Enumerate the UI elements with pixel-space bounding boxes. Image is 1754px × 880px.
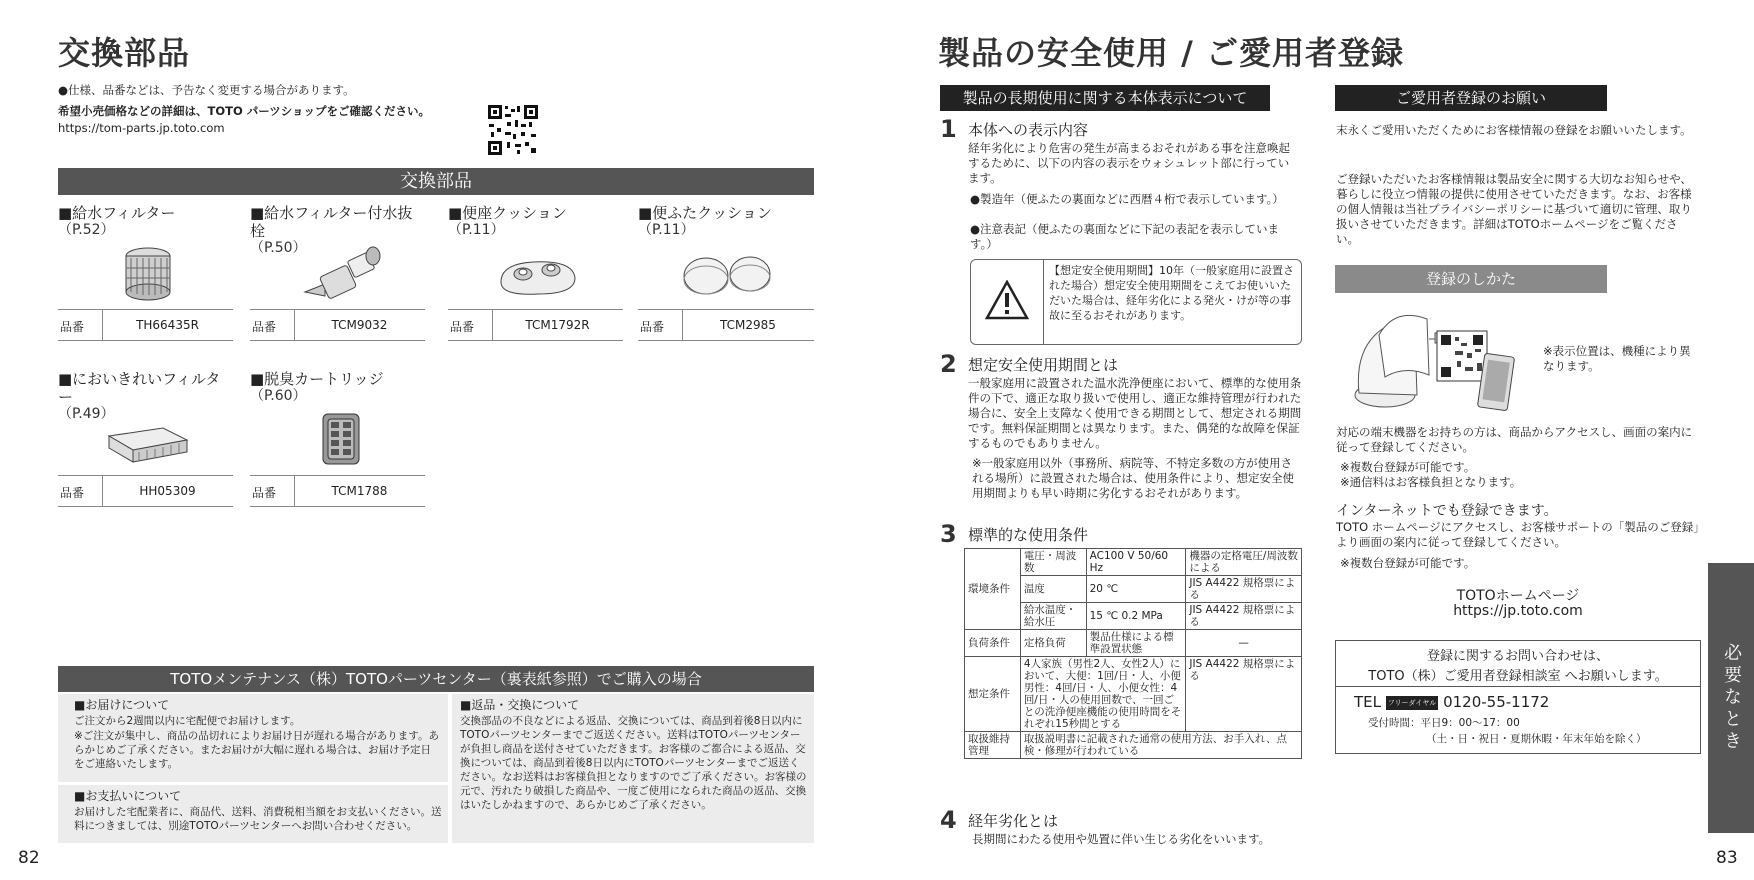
registration-text-2: ご登録いただいたお客様情報は製品安全に関する大切なお知らせや、暮らしに役立つ情報の提供に使用させていただきます。なお、お客様の個人情報は当社プライバシーポリシーに基づいて適切に管理、取り扱いさせていただきます。詳細はTOTOホームページをご覧ください。	[1336, 172, 1692, 246]
table-cell: AC100 V 50/60 Hz	[1086, 549, 1186, 576]
business-hours: 受付時間：平日9：00～17：00	[1368, 717, 1520, 729]
part-number: TCM9032	[331, 318, 388, 332]
part-page-ref[interactable]: （P.50）	[250, 240, 307, 256]
step-4-number: 4	[940, 806, 957, 834]
part-card	[638, 204, 814, 334]
table-cell: 電圧・周波数	[1020, 549, 1086, 576]
long-use-header	[940, 85, 1270, 111]
odor-filter-icon	[103, 410, 193, 468]
table-cell: 製品仕様による標準設置状態	[1086, 630, 1186, 657]
table-cell: JIS A4422 規格票による	[1186, 603, 1302, 630]
part-card	[58, 370, 233, 500]
part-number: TCM1792R	[525, 318, 590, 332]
seat-cushion-icon	[493, 244, 583, 302]
internet-note: ※複数台登録が可能です。	[1340, 556, 1476, 570]
tel-number[interactable]: 0120-55-1172	[1443, 693, 1550, 711]
step-1-number: 1	[940, 115, 957, 143]
drain-plug-filter-icon	[295, 244, 385, 302]
warning-text: 【想定安全使用期間】10年（一般家庭用に設置された場合）想定安全使用期間をこえてお使いいただいた場合は、経年劣化による発火・けが等の事故に至るおそれがあります。	[1049, 264, 1294, 322]
part-number-label: 品番	[640, 320, 665, 334]
table-cell: 定格負荷	[1020, 630, 1086, 657]
part-number-row	[250, 475, 425, 507]
part-card	[250, 370, 425, 500]
payment-box	[58, 785, 448, 843]
maintenance-header-label: TOTOメンテナンス（株）TOTOパーツセンター（裏表紙参照）でご購入の場合	[170, 670, 702, 688]
warning-label-box	[970, 259, 1302, 345]
side-tab-label: 必要なとき	[1721, 643, 1742, 753]
side-tab[interactable]	[1708, 563, 1754, 833]
how-to-register-header	[1335, 265, 1607, 293]
right-page-title: 製品の安全使用 / ご愛用者登録	[938, 34, 1404, 72]
part-name: ■便座クッション	[448, 204, 567, 222]
internet-text: TOTO ホームページにアクセスし、お客様サポートの「製品のご登録」より画面の案内に従って登録してください。	[1336, 520, 1699, 549]
homepage-url[interactable]: https://jp.toto.com	[1453, 603, 1583, 619]
step-4-title: 経年劣化とは	[968, 812, 1059, 830]
part-number-row	[448, 309, 623, 341]
inquiry-line-1: 登録に関するお問い合わせは、	[1426, 649, 1609, 664]
registration-text-1: 末永くご愛用いただくためにお客様情報の登録をお願いいたします。	[1336, 123, 1692, 137]
delivery-text: ご注文から2週間以内に宅配便でお届けします。	[74, 715, 301, 727]
part-number-label: 品番	[60, 320, 85, 334]
how-to-register-label: 登録のしかた	[1425, 270, 1516, 288]
part-number-label: 品番	[252, 320, 277, 334]
right-page-number: 83	[1716, 848, 1738, 868]
fee-note: ※通信料はお客様負担となります。	[1340, 475, 1522, 489]
delivery-title: ■お届けについて	[74, 698, 170, 712]
part-name: ■給水フィルター	[58, 204, 176, 222]
part-name: ■においきれいフィルター	[58, 370, 221, 406]
part-number-row	[638, 309, 814, 341]
deodorizing-cartridge-icon	[295, 410, 385, 468]
part-card	[448, 204, 623, 334]
step-1-bullet-2: ●注意表記（便ふたの裏面などに下記の表記を表示しています。）	[970, 222, 1280, 251]
part-name: ■便ふたクッション	[638, 204, 772, 222]
phone-line	[1354, 693, 1549, 711]
step-3-title: 標準的な使用条件	[968, 526, 1089, 544]
part-page-ref[interactable]: （P.52）	[58, 222, 115, 238]
registration-header-label: ご愛用者登録のお願い	[1395, 89, 1546, 107]
part-page-ref[interactable]: （P.11）	[638, 222, 695, 238]
spec-change-note: ●仕様、品番などは、予告なく変更する場合があります。	[58, 83, 355, 97]
step-2-number: 2	[940, 350, 957, 378]
step-1-bullet-1: ●製造年（便ふたの裏面などに西暦４桁で表示しています。）	[970, 192, 1284, 206]
part-number-label: 品番	[450, 320, 475, 334]
display-position-note: ※表示位置は、機種により異なります。	[1543, 344, 1691, 373]
table-cell: 給水温度・給水圧	[1020, 603, 1086, 630]
step-3-number: 3	[940, 520, 957, 548]
step-1-text: 経年劣化により危害の発生が高まるおそれがある事を注意喚起するために、以下の内容の表示をウォシュレット部に行っています。	[968, 141, 1290, 185]
part-number: TH66435R	[136, 318, 199, 332]
maintenance-header	[58, 666, 814, 692]
return-title: ■返品・交換について	[460, 698, 580, 712]
part-card	[58, 204, 233, 334]
homepage-label: TOTOホームページ	[1456, 588, 1580, 604]
part-number-label: 品番	[252, 486, 277, 500]
table-cell: 4人家族（男性2人、女性2人）において、大便：1回/日・人、小便男性：4回/日・人、小便女性：4回/日・人の使用回数で、一回ごとの洗浄便座機能の使用時間をそれぞれ15秒間とする	[1020, 657, 1186, 732]
table-cell: 15 ℃ 0.2 MPa	[1086, 603, 1186, 630]
table-cell: 取扱説明書に記載された通常の使用方法、お手入れ、点検・修理が行われている	[1020, 732, 1301, 759]
part-page-ref[interactable]: （P.49）	[58, 406, 115, 422]
internet-title: インターネットでも登録できます。	[1336, 503, 1558, 519]
parts-header	[58, 168, 814, 195]
part-number-row	[58, 309, 233, 341]
env-condition-label: 環境条件	[965, 549, 1021, 630]
assumed-condition-label: 想定条件	[965, 657, 1021, 732]
part-number: TCM1788	[331, 484, 388, 498]
parts-header-label: 交換部品	[400, 171, 472, 192]
left-page-number: 82	[18, 848, 40, 868]
part-number-row	[250, 309, 425, 341]
load-condition-label: 負荷条件	[965, 630, 1021, 657]
left-page-title: 交換部品	[58, 34, 191, 72]
handling-condition-label: 取扱維持管理	[965, 732, 1021, 759]
part-name: ■給水フィルター付水抜栓	[250, 204, 413, 240]
step-2-text: 一般家庭用に設置された温水洗浄便座において、標準的な使用条件の下で、適正な取り扱いで使用し、適正な維持管理が行われた場合に、安全上支障なく使用できる期間として、想定される期間です。無料保証期間とは異なります。また、偶発的な故障を保証するものでもありません。	[968, 376, 1302, 450]
part-number: HH05309	[139, 484, 196, 498]
table-cell: 機器の定格電圧/周波数による	[1186, 549, 1302, 576]
tel-label: TEL	[1354, 693, 1381, 711]
part-number: TCM2985	[720, 318, 776, 332]
long-use-header-label: 製品の長期使用に関する本体表示について	[962, 89, 1248, 107]
step-2-title: 想定安全使用期間とは	[968, 356, 1119, 374]
holidays-note: （土・日・祝日・夏期休暇・年末年始を除く）	[1426, 733, 1647, 745]
delivery-note: ※ご注文が集中し、商品の品切れによりお届け日が遅れる場合があります。あらかじめご了承ください。またお届けが大幅に遅れる場合は、お届け予定日をご連絡いたします。	[74, 730, 439, 770]
step-2-note: ※一般家庭用以外（事務所、病院等、不特定多数の方が使用される場所）に設置された場合は、使用条件により、想定安全使用期間よりも早い時期に劣化するおそれがあります。	[972, 456, 1294, 500]
warning-icon	[985, 280, 1029, 320]
part-card	[250, 204, 425, 334]
free-dial-icon: フリーダイヤル	[1386, 696, 1439, 710]
usage-conditions-table	[964, 548, 1302, 759]
table-cell: 温度	[1020, 576, 1086, 603]
table-cell: JIS A4422 規格票による	[1186, 576, 1302, 603]
lid-cushion-icon	[668, 244, 786, 302]
return-box	[452, 694, 814, 843]
inquiry-line-2: TOTO（株）ご愛用者登録相談室 へお願いします。	[1368, 669, 1668, 684]
part-name: ■脱臭カートリッジ	[250, 370, 384, 388]
table-cell: 20 ℃	[1086, 576, 1186, 603]
payment-title: ■お支払いについて	[74, 789, 182, 803]
return-text: 交換部品の不良などによる返品、交換については、商品到着後8日以内にTOTOパーツセンターまでご返送ください。送料はTOTOパーツセンターが負担し商品を送付させていただきます。お客様のご都合による返品、交換については、商品到着後8日以内にTOTOパーツセンターまでご返送ください。なお送料はお客様負担となりますのでご了承ください。お客様の元で、汚れたり破損した商品や、一度ご使用になられた商品の返品、交換はいたしかねますので、あらかじめご了承ください。	[460, 715, 807, 811]
delivery-box	[58, 694, 448, 782]
inquiry-box	[1335, 640, 1701, 754]
device-instructions: 対応の端末機器をお持ちの方は、商品からアクセスし、画面の案内に従って登録してください。	[1336, 425, 1693, 454]
part-number-label: 品番	[60, 486, 85, 500]
toilet-qr-illustration	[1345, 305, 1520, 415]
table-cell: JIS A4422 規格票による	[1186, 657, 1302, 732]
shop-url[interactable]: https://tom-parts.jp.toto.com	[58, 121, 225, 135]
payment-text: お届けした宅配業者に、商品代、送料、消費税相当額をお支払いください。送料につきましては、別途TOTOパーツセンターへお問い合わせください。	[74, 806, 442, 832]
qr-code-icon[interactable]	[487, 104, 539, 156]
step-1-title: 本体への表示内容	[968, 121, 1089, 139]
part-page-ref[interactable]: （P.11）	[448, 222, 505, 238]
multi-registration-note: ※複数台登録が可能です。	[1340, 460, 1476, 474]
table-cell: —	[1186, 630, 1302, 657]
water-filter-icon	[103, 244, 193, 302]
registration-header	[1335, 85, 1607, 111]
step-4-text: 長期間にわたる使用や処置に伴い生じる劣化をいいます。	[972, 832, 1271, 846]
part-number-row	[58, 475, 233, 507]
part-page-ref[interactable]: （P.60）	[250, 388, 307, 404]
shop-text: 希望小売価格などの詳細は、TOTO パーツショップをご確認ください。	[58, 104, 431, 118]
